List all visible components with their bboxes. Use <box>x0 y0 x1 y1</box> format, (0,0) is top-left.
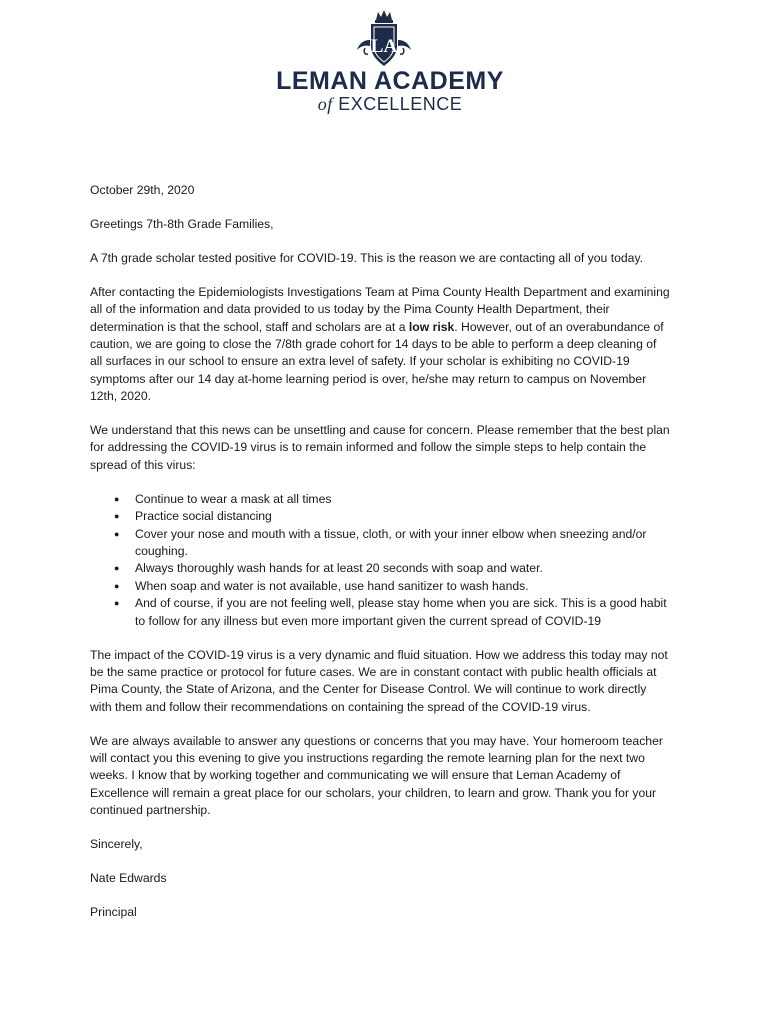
safety-steps-list <box>90 491 670 630</box>
school-subtitle-excellence: EXCELLENCE <box>338 94 463 114</box>
letter-impact-paragraph: The impact of the COVID-19 virus is a very dynamic and fluid situation. How we address this today may not be the same practice or protocol for future cases. We are in constant contact with public health officials at Pima County, the State of Arizona, and the Center for Disease Control. We will continue to work directly with them and follow their recommendations on containing the spread of the COVID-19 virus. <box>90 647 668 714</box>
letterhead <box>0 0 768 130</box>
letter-date: October 29th, 2020 <box>90 183 195 197</box>
list-item: ● Continue to wear a mask at all times <box>135 491 670 508</box>
letter-guidance-paragraph: We understand that this news can be unsettling and cause for concern. Please remember that the best plan for addressing the COVID-19 virus is to remain informed and follow the simple steps to help contain the spread of this virus: <box>90 423 670 472</box>
list-item: ● Cover your nose and mouth with a tissue, cloth, or with your inner elbow when sneezing and/or coughing. <box>135 526 670 561</box>
list-item: ● Practice social distancing <box>135 508 670 525</box>
letter-intro-paragraph: A 7th grade scholar tested positive for COVID-19. This is the reason we are contacting all of you today. <box>90 250 644 265</box>
letter-body <box>90 182 670 938</box>
letter-risk-paragraph <box>90 284 670 406</box>
letter-availability-paragraph: We are always available to answer any questions or concerns that you may have. Your homeroom teacher will contact you this evening to give you instructions regarding the remote learning plan for the next two weeks. I know that by working together and communicating we will ensure that Leman Academy of Excellence will remain a great place for our scholars, your children, to learn and grow. Thank you for your continued partnership. <box>90 733 663 818</box>
list-item: ● Always thoroughly wash hands for at least 20 seconds with soap and water. <box>135 560 670 577</box>
signer-name: Nate Edwards <box>90 871 167 886</box>
crest-initials: LA <box>370 36 398 57</box>
letter-closing: Sincerely, <box>90 837 143 852</box>
list-item: ● And of course, if you are not feeling well, please stay home when you are sick. This is a good habit to follow for any illness but even more important given the current spread of COVID-19 <box>135 595 670 630</box>
school-crest-logo <box>353 10 415 68</box>
school-subtitle <box>0 93 768 115</box>
letter-greeting: Greetings 7th-8th Grade Families, <box>90 216 274 231</box>
signer-title: Principal <box>90 905 137 919</box>
school-name: LEMAN ACADEMY <box>276 67 504 95</box>
risk-paragraph-part-1: After contacting the Epidemiologists Investigations Team at Pima County Health Department and examining all of the information and data provided to us today by the Pima County Health Department, their determination is that the school, staff and scholars are at a <box>90 284 670 334</box>
list-item: ● When soap and water is not available, use hand sanitizer to wash hands. <box>135 578 670 595</box>
risk-level-emphasis: low risk <box>408 319 455 334</box>
school-subtitle-of: of <box>317 94 333 114</box>
risk-paragraph-part-2: . However, out of an overabundance of caution, we are going to close the 7/8th grade cohort for 14 days to be able to perform a deep cleaning of all surfaces in our school to ensure an extra level of safety. If your scholar is exhibiting no COVID-19 symptoms after our 14 day at-home learning period is over, he/she may return to campus on November 12th, 2020. <box>90 319 664 404</box>
